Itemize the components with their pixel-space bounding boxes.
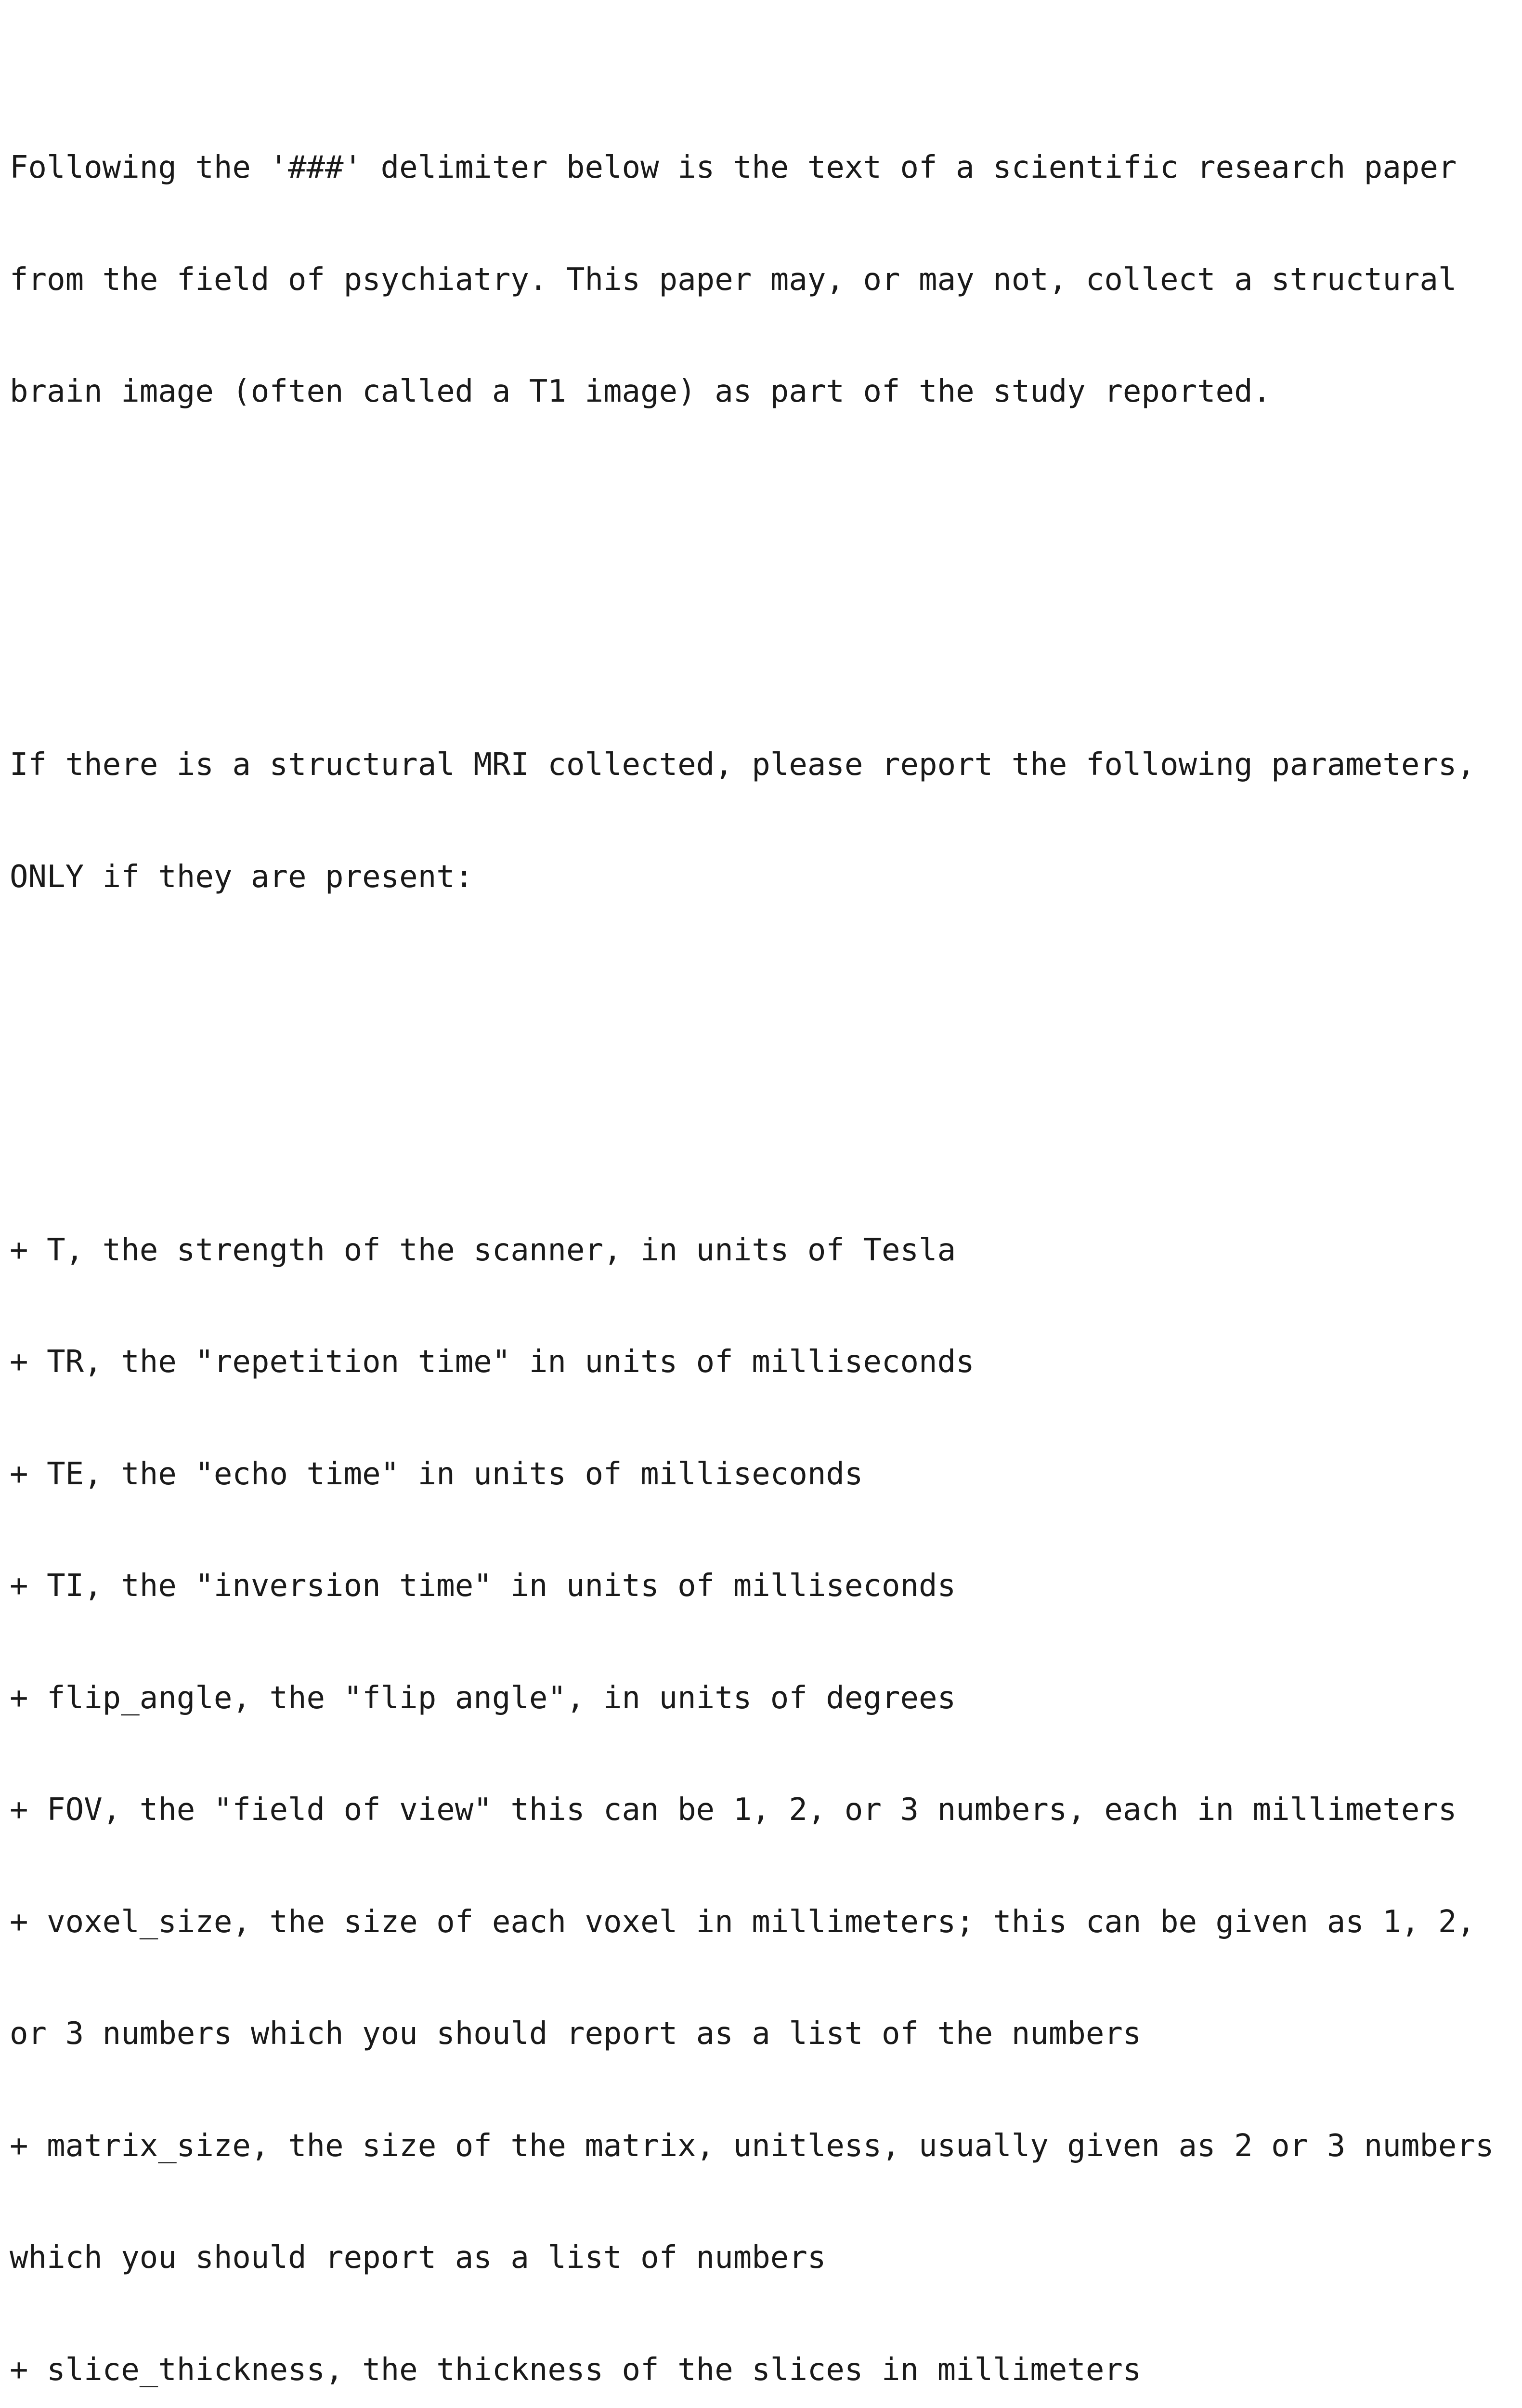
document-text (10, 0, 1517, 2408)
instruction-paragraph (10, 672, 1517, 970)
blank-line (10, 560, 1517, 598)
list-item: + TE, the "echo time" in units of milliseconds (10, 1456, 1517, 1493)
text-line: If there is a structural MRI collected, please report the following parameters, (10, 746, 1517, 784)
list-item: + matrix_size, the size of the matrix, unitless, usually given as 2 or 3 numbers (10, 2128, 1517, 2165)
list-item: which you should report as a list of numbers (10, 2239, 1517, 2277)
text-line: from the field of psychiatry. This paper may, or may not, collect a structural (10, 262, 1517, 299)
list-item: + flip_angle, the "flip angle", in units of degrees (10, 1680, 1517, 1717)
text-line: Following the '###' delimiter below is the text of a scientific research paper (10, 149, 1517, 187)
blank-line (10, 1045, 1517, 1083)
list-item: + FOV, the "field of view" this can be 1, 2, or 3 numbers, each in millimeters (10, 1792, 1517, 1829)
list-item: + voxel_size, the size of each voxel in millimeters; this can be given as 1, 2, (10, 1904, 1517, 1941)
list-item: + TR, the "repetition time" in units of milliseconds (10, 1344, 1517, 1381)
list-item: + TI, the "inversion time" in units of milliseconds (10, 1568, 1517, 1605)
list-item: + slice_thickness, the thickness of the slices in millimeters (10, 2352, 1517, 2389)
parameter-list (10, 1157, 1517, 2408)
list-item: + T, the strength of the scanner, in units of Tesla (10, 1232, 1517, 1269)
text-line: brain image (often called a T1 image) as part of the study reported. (10, 373, 1517, 411)
intro-paragraph (10, 75, 1517, 485)
text-line: ONLY if they are present: (10, 859, 1517, 896)
list-item: or 3 numbers which you should report as a list of the numbers (10, 2015, 1517, 2053)
